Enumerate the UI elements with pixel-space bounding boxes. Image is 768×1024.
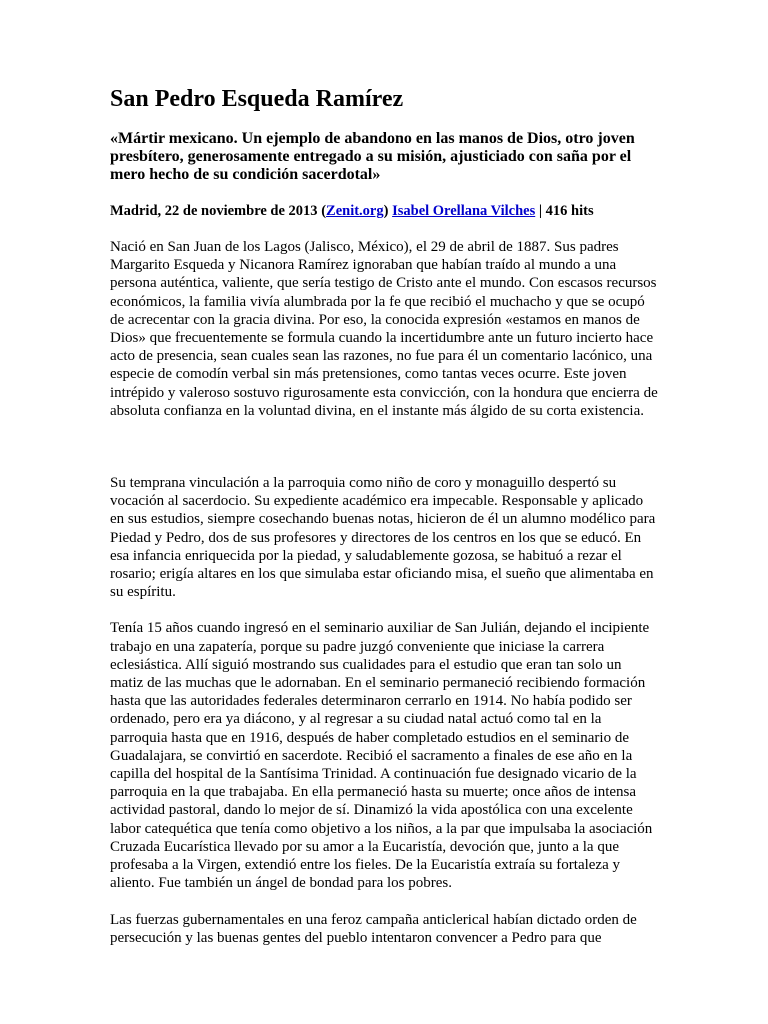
page-title: San Pedro Esqueda Ramírez	[110, 86, 404, 112]
body-paragraph-4: Las fuerzas gubernamentales en una feroz campaña anticlerical habían dictado orden de persecución y las buenas gentes del pueblo intentaron convencer a Pedro para que	[110, 911, 637, 946]
article	[110, 84, 658, 965]
body-paragraph-3: Tenía 15 años cuando ingresó en el seminario auxiliar de San Julián, dejando el incipiente trabajo en una zapatería, porque su padre juzgó conveniente que iniciase la carrera eclesiástica. Allí siguió mostrando sus cualidades para el estudio que eran tan solo un matiz de las muchas que le adornaban. En el seminario permaneció recibiendo formación hasta que las autoridades federales determinaron cerrarlo en 1914. No había podido ser ordenado, pero era ya diácono, y al regresar a su ciudad natal actuó como tal en la parroquia hasta que en 1916, después de haber completado estudios en el seminario de Guadalajara, se convirtió en sacerdote. Recibió el sacramento a finales de ese año en la capilla del hospital de la Santísima Trinidad. A continuación fue designado vicario de la parroquia en la que trabajaba. En ella permaneció hasta su muerte; once años de intensa actividad pastoral, dando lo mejor de sí. Dinamizó la vida apostólica con una excelente labor catequética que tenía como objetivo a los niños, a la par que impulsaba la asociación Cruzada Eucarística llevado por su amor a la Eucaristía, devoción que, junto a la que profesaba a la Virgen, extendió entre los fieles. De la Eucaristía extraía su fortaleza y aliento. Fue también un ángel de bondad para los pobres.	[110, 620, 653, 892]
meta-place-date: Madrid, 22 de noviembre de 2013	[110, 203, 318, 219]
meta-close-paren: )	[383, 203, 393, 219]
body-paragraph-1: Nació en San Juan de los Lagos (Jalisco, México), el 29 de abril de 1887. Sus padres Margarito Esqueda y Nicanora Ramírez ignoraban que habían traído al mundo a una persona auténtica, valiente, que sería testigo de Cristo ante el mundo. Con escasos recursos económicos, la familia vivía alumbrada por la fe que recibió el muchacho y que se ocupó de acrecentar con la gracia divina. Por eso, la conocida expresión «estamos en manos de Dios» que frecuentemente se formula cuando la incertidumbre ante un futuro incierto hace acto de presencia, sean cuales sean las razones, no fue para él un comentario lacónico, una especie de comodín verbal sin más pretensiones, como tantas veces ocurre. Este joven intrépido y valeroso sostuvo rigurosamente esta convicción, con la hondura que encierra de absoluta confianza en la voluntad divina, en el instante más álgido de su corta existencia.	[110, 239, 658, 419]
article-subtitle: «Mártir mexicano. Un ejemplo de abandono en las manos de Dios, otro joven presbítero, generosamente entregado a su misión, ajusticiado con saña por el mero hecho de su condición sacerdotal»	[110, 130, 635, 183]
hits-count: | 416 hits	[535, 203, 594, 219]
meta-open-paren: (	[317, 203, 327, 219]
body-paragraph-2: Su temprana vinculación a la parroquia como niño de coro y monaguillo despertó su vocación al sacerdocio. Su expediente académico era impecable. Responsable y aplicado en sus estudios, siempre cosechando buenas notas, hicieron de él un alumno modélico para Piedad y Pedro, dos de sus profesores y directores de los centros en los que se educó. En esa infancia enriquecida por la piedad, y saludablemente gozosa, se habituó a rezar el rosario; erigía altares en los que simulaba estar oficiando misa, el sueño que alimentaba en su espíritu.	[110, 475, 656, 601]
author-link[interactable]: Isabel Orellana Vilches	[392, 203, 536, 219]
source-link[interactable]: Zenit.org	[326, 203, 384, 219]
article-meta	[110, 202, 658, 220]
